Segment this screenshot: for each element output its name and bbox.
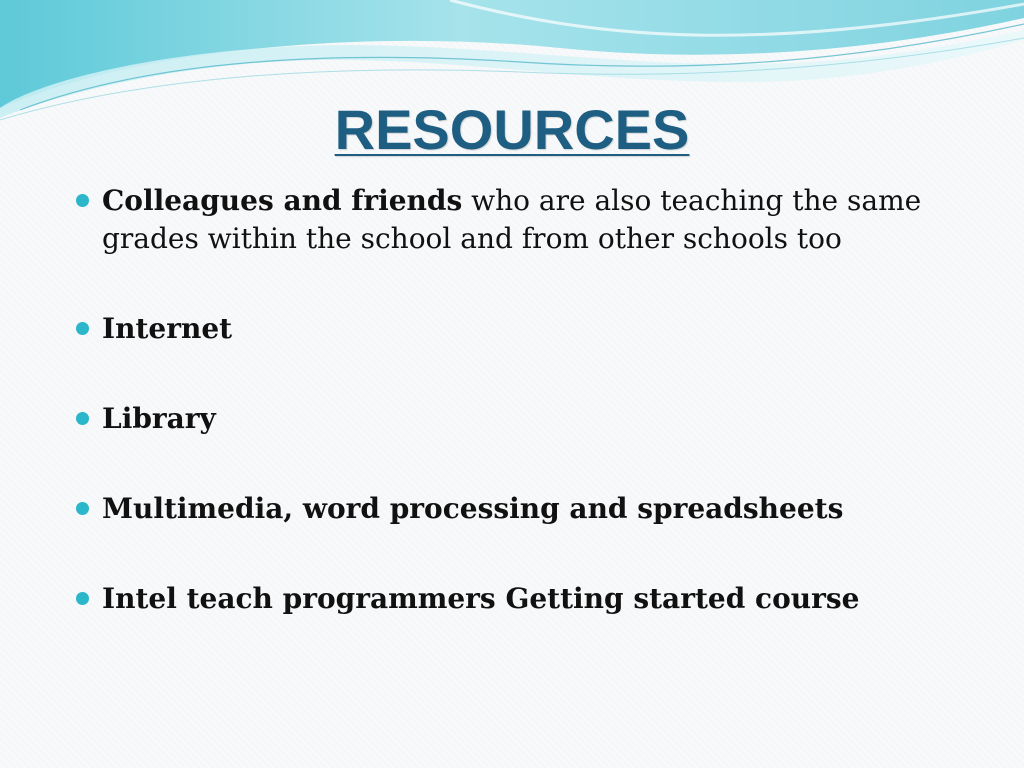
bullet-item: [72, 490, 952, 528]
bullet-dot-icon: [76, 194, 89, 207]
bullet-item: [72, 310, 952, 348]
bullet-item: [72, 580, 952, 618]
slide-title: RESOURCES: [334, 98, 690, 161]
bullet-list: [72, 182, 952, 618]
bullet-text: who are also teaching the same grades within the school and from other schools too: [102, 184, 922, 255]
bullet-dot-icon: [76, 502, 89, 515]
bullet-bold-text: Intel teach programmers Getting started course: [102, 582, 860, 615]
bullet-dot-icon: [76, 592, 89, 605]
bullet-dot-icon: [76, 412, 89, 425]
bullet-bold-text: Library: [102, 402, 216, 435]
bullet-item: [72, 182, 952, 258]
bullet-item: [72, 400, 952, 438]
bullet-bold-text: Colleagues and friends: [102, 184, 463, 217]
bullet-dot-icon: [76, 322, 89, 335]
bullet-bold-text: Multimedia, word processing and spreadsheets: [102, 492, 844, 525]
bullet-bold-text: Internet: [102, 312, 233, 345]
